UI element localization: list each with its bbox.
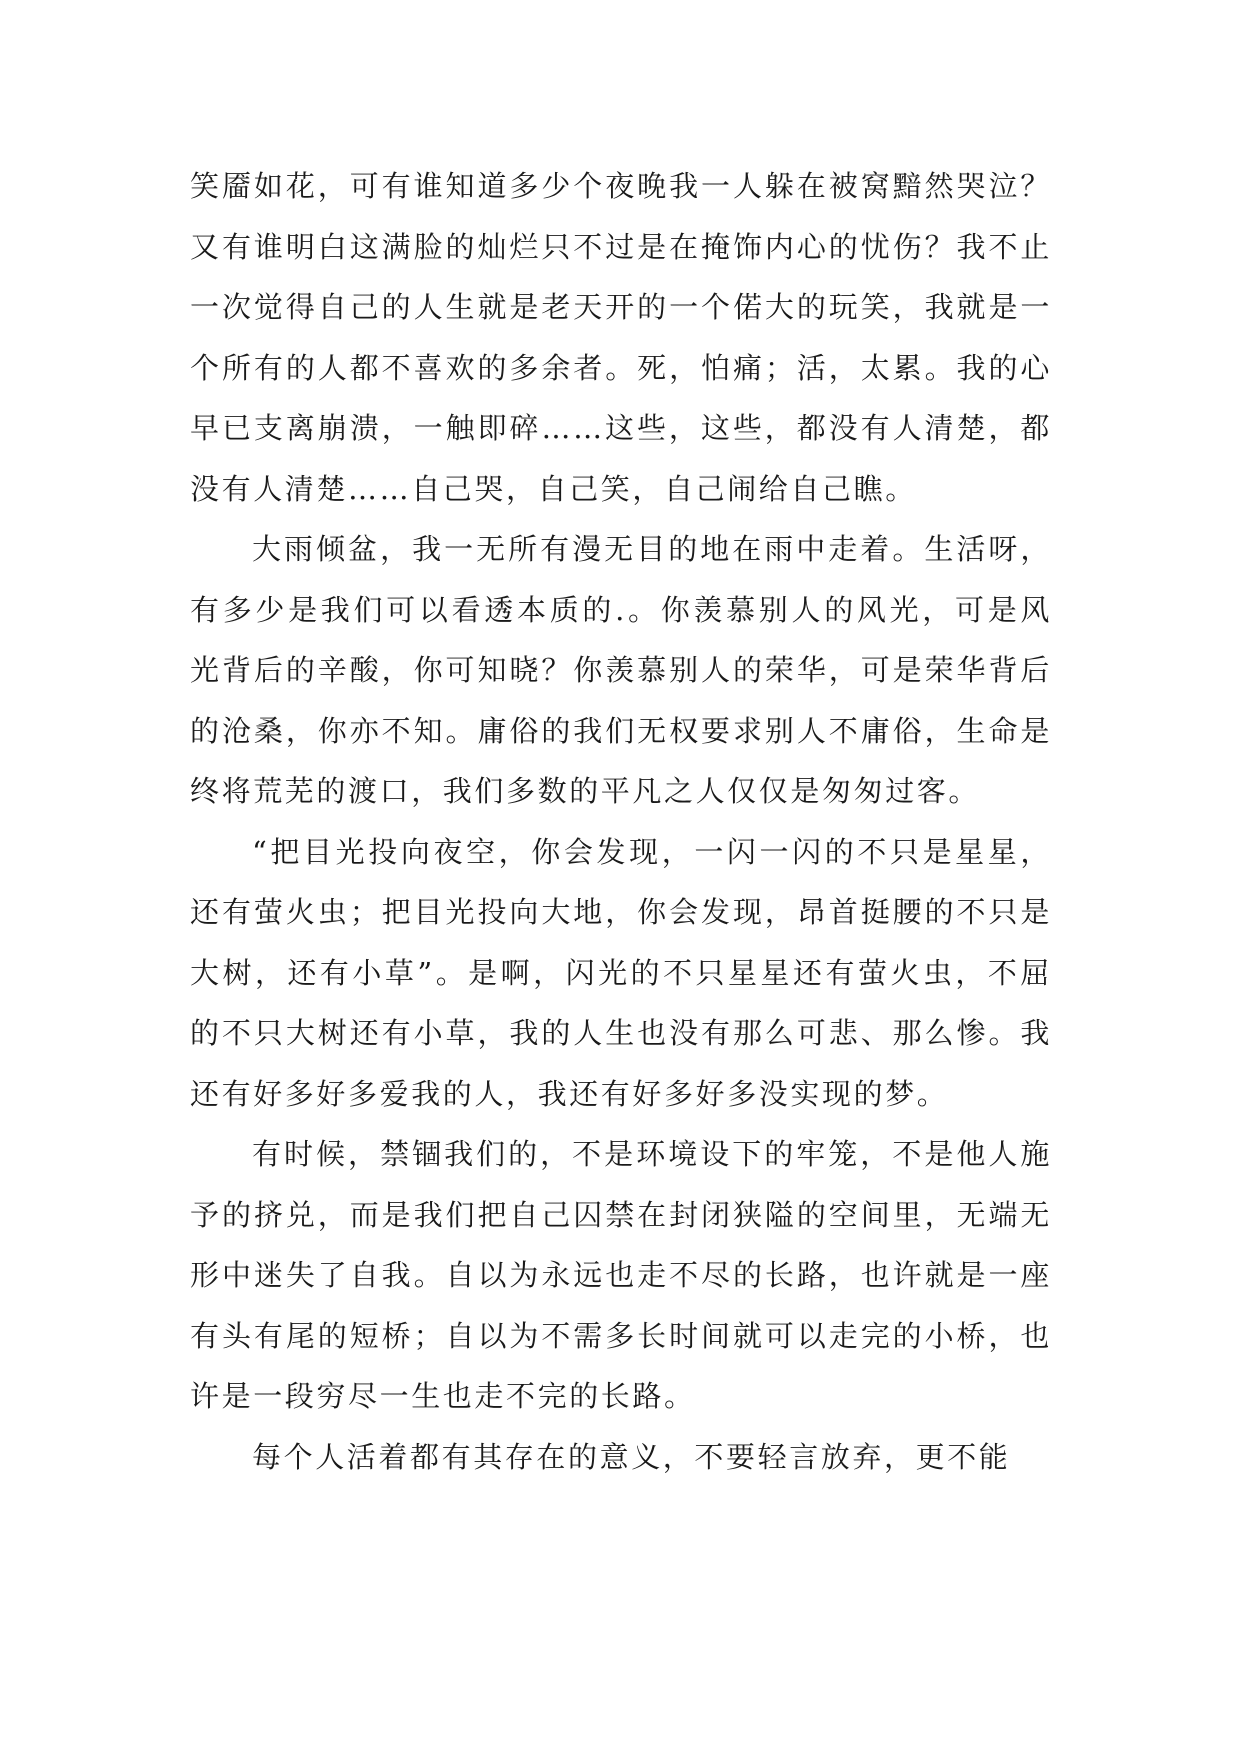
document-body (190, 156, 1052, 1487)
paragraph-4: 有时候，禁锢我们的，不是环境设下的牢笼，不是他人施予的挤兑，而是我们把自己囚禁在封闭狭隘的空间里，无端无形中迷失了自我。自以为永远也走不尽的长路，也许就是一座有头有尾的短桥；自以为不需多长时间就可以走完的小桥，也许是一段穷尽一生也走不完的长路。 (190, 1137, 1052, 1413)
paragraph-1: 笑靥如花，可有谁知道多少个夜晚我一人躲在被窝黯然哭泣？又有谁明白这满脸的灿烂只不过是在掩饰内心的忧伤？我不止一次觉得自己的人生就是老天开的一个偌大的玩笑，我就是一个所有的人都不喜欢的多余者。死，怕痛；活，太累。我的心早已支离崩溃，一触即碎……这些，这些，都没有人清楚，都没有人清楚……自己哭，自己笑，自己闹给自己瞧。 (190, 169, 1052, 506)
paragraph-5: 每个人活着都有其存在的意义，不要轻言放弃，更不能 (252, 1439, 1011, 1474)
paragraph-2: 大雨倾盆，我一无所有漫无目的地在雨中走着。生活呀，有多少是我们可以看透本质的.。你羡慕别人的风光，可是风光背后的辛酸，你可知晓？你羡慕别人的荣华，可是荣华背后的沧桑，你亦不知。庸俗的我们无权要求别人不庸俗，生命是终将荒芜的渡口，我们多数的平凡之人仅仅是匆匆过客。 (190, 532, 1052, 808)
paragraph-3: “把目光投向夜空，你会发现，一闪一闪的不只是星星，还有萤火虫；把目光投向大地，你会发现，昂首挺腰的不只是大树，还有小草”。是啊，闪光的不只星星还有萤火虫，不屈的不只大树还有小草，我的人生也没有那么可悲、那么惨。我还有好多好多爱我的人，我还有好多好多没实现的梦。 (190, 834, 1052, 1111)
